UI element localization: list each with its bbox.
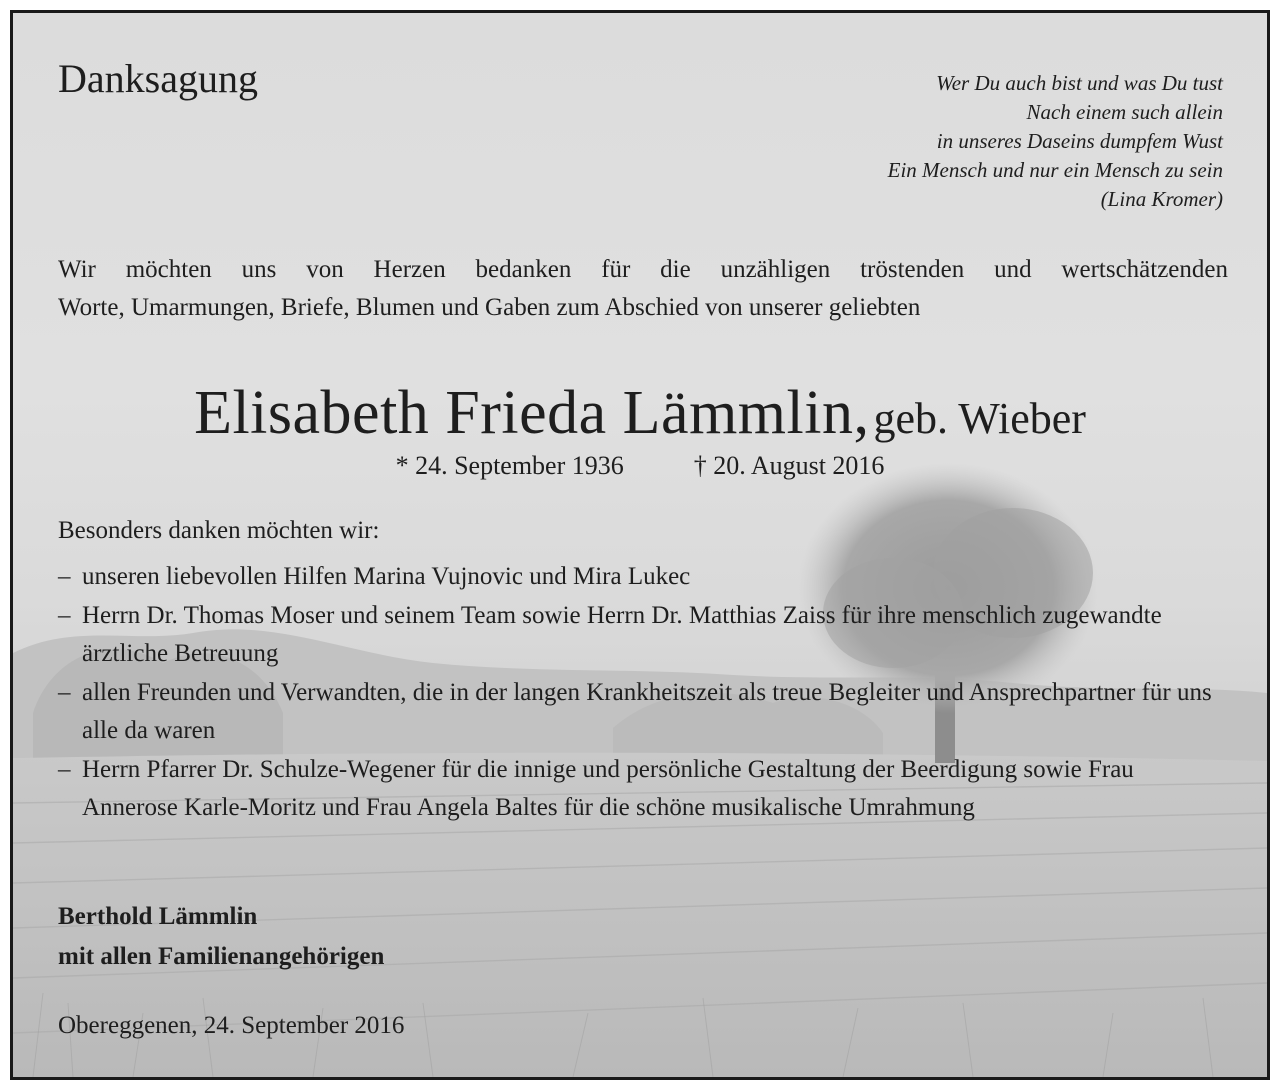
birth-date: * 24. September 1936 xyxy=(395,451,624,480)
dash: – xyxy=(58,678,71,706)
poem-line: Wer Du auch bist und was Du tust xyxy=(936,71,1223,95)
poem xyxy=(888,69,1223,214)
place-date: Obereggenen, 24. September 2016 xyxy=(58,1012,405,1039)
intro-paragraph xyxy=(58,251,1228,327)
list-item xyxy=(58,751,1218,828)
border-frame xyxy=(10,10,1270,1080)
list-item xyxy=(58,674,1218,751)
signature-family: mit allen Familienangehörigen xyxy=(58,943,385,970)
intro-line: Worte, Umarmungen, Briefe, Blumen und Gaben zum Abschied von unserer geliebten xyxy=(58,294,921,321)
dash: – xyxy=(58,601,71,629)
page-title: Danksagung xyxy=(58,56,258,101)
list-item-text: Herrn Pfarrer Dr. Schulze-Wegener für die innige und persönliche Gestaltung der Beerdigung sowie Frau Annerose Karle-Moritz und Frau Angela Baltes für die schöne musikalische Umrahmung xyxy=(82,755,1134,821)
poem-line: Nach einem such allein xyxy=(1026,100,1223,124)
thanks-list xyxy=(58,558,1218,828)
dash: – xyxy=(58,563,71,590)
full-name: Elisabeth Frieda Lämmlin, xyxy=(194,379,870,447)
life-dates xyxy=(13,449,1267,483)
signature-name: Berthold Lämmlin xyxy=(58,903,258,930)
death-date: † 20. August 2016 xyxy=(693,451,885,480)
maiden-name: geb. Wieber xyxy=(873,394,1086,443)
signature xyxy=(58,897,384,977)
list-item xyxy=(58,597,1218,674)
list-item-text: Herrn Dr. Thomas Moser und seinem Team sowie Herrn Dr. Matthias Zaiss für ihre menschlich zugewandte ärztliche Betreuung xyxy=(82,601,1162,667)
poem-author: (Lina Kromer) xyxy=(1100,187,1223,211)
dash: – xyxy=(58,755,71,783)
poem-line: Ein Mensch und nur ein Mensch zu sein xyxy=(887,158,1223,182)
thanks-heading: Besonders danken möchten wir: xyxy=(58,517,380,544)
list-item-text: allen Freunden und Verwandten, die in der langen Krankheitszeit als treue Begleiter und Ansprechpartner für uns alle da waren xyxy=(82,678,1212,744)
intro-line: Wir möchten uns von Herzen bedanken für die unzähligen tröstenden und wertschätzenden xyxy=(58,256,1228,283)
list-item-text: unseren liebevollen Hilfen Marina Vujnovic und Mira Lukec xyxy=(82,563,691,590)
list-item xyxy=(58,558,1218,597)
poem-line: in unseres Daseins dumpfem Wust xyxy=(936,129,1223,153)
deceased-name xyxy=(13,378,1267,449)
